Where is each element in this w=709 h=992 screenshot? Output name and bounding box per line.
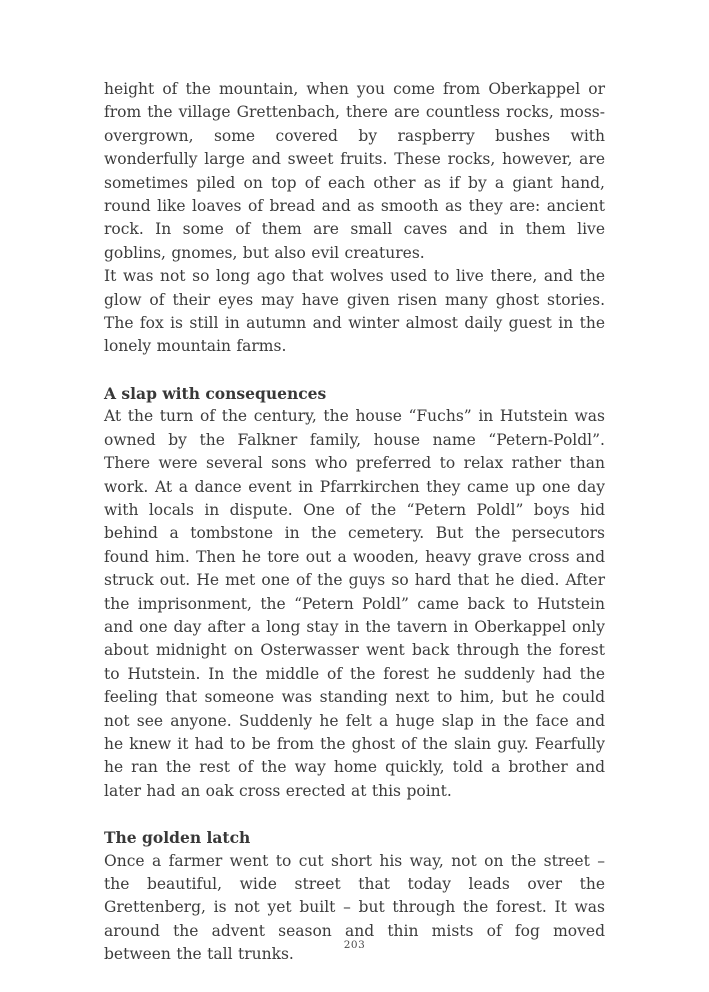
page-number: 203: [343, 939, 366, 951]
page-content: [104, 78, 605, 967]
paragraph-farmer-forest: Once a farmer went to cut short his way, not on the street – the beautiful, wide street that today leads over the Grettenberg, is not yet built – but through the forest. It was around the advent season and thin mists of fog moved between the tall trunks.: [104, 851, 605, 964]
section-heading-the-golden-latch: The golden latch: [104, 828, 251, 848]
paragraph-petern-poldl-story: At the turn of the century, the house “Fuchs” in Hutstein was owned by the Falkner family, house name “Petern-Poldl”. There were several sons who preferred to relax rather than work. At a dance event in Pfarrkirchen they came up one day with locals in dispute. One of the “Petern Poldl” boys hid behind a tombstone in the cemetery. But the persecutors found him. Then he tore out a wooden, heavy grave cross and struck out. He met one of the guys so hard that he died. After the imprisonment, the “Petern Poldl” came back to Hutstein and one day after a long stay in the tavern in Oberkappel only about midnight on Osterwasser went back through the forest to Hutstein. In the middle of the forest he suddenly had the feeling that someone was standing next to him, but he could not see anyone. Suddenly he felt a huge slap in the face and he knew it had to be from the ghost of the slain guy. Fearfully he ran the rest of the way home quickly, told a brother and later had an oak cross erected at this point.: [104, 407, 605, 800]
section-heading-a-slap-with-consequences: A slap with consequences: [104, 383, 327, 403]
paragraph-mountain-rocks: height of the mountain, when you come from Oberkappel or from the village Grettenbach, there are countless rocks, moss-overgrown, some covered by raspberry bushes with wonderfully large and sweet fruits. These rocks, however, are sometimes piled on top of each other as if by a giant hand, round like loaves of bread and as smooth as they are: ancient rock. In some of them are small caves and in them live goblins, gnomes, but also evil creatures.: [104, 80, 605, 262]
paragraph-wolves-fox: It was not so long ago that wolves used to live there, and the glow of their eyes may have given risen many ghost stories. The fox is still in autumn and winter almost daily guest in the lonely mountain farms.: [104, 267, 605, 356]
